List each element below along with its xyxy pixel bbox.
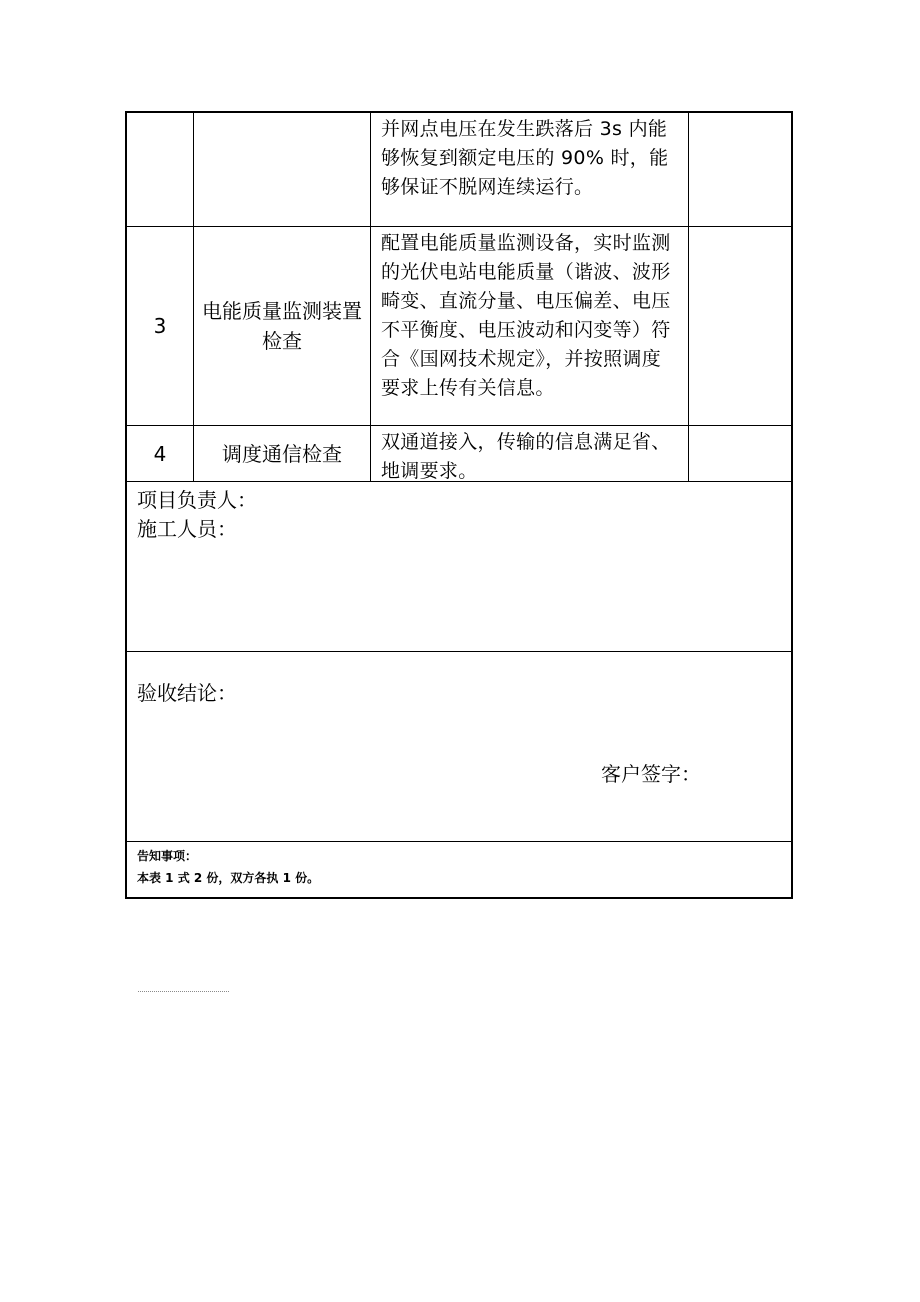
project-lead-label: 项目负责人： <box>137 488 257 512</box>
table-row-3-number: 4 <box>127 426 194 482</box>
personnel-section <box>127 482 791 652</box>
conclusion-section <box>127 652 791 842</box>
table-row-3-result <box>689 426 793 482</box>
table-row-2-requirement: 配置电能质量监测设备，实时监测的光伏电站电能质量（谐波、波形畸变、直流分量、电压偏差、电压不平衡度、电压波动和闪变等）符合《国网技术规定》，并按照调度要求上传有关信息。 <box>371 227 689 426</box>
table-row-2-item-text: 电能质量监测装置检查 <box>202 299 362 353</box>
acceptance-table <box>125 111 793 899</box>
table-row-1-result <box>689 113 793 227</box>
conclusion-label: 验收结论： <box>137 681 237 705</box>
table-row-1-requirement: 并网点电压在发生跌落后 3s 内能够恢复到额定电压的 90% 时，能够保证不脱网连续运行。 <box>371 113 689 227</box>
table-row-1-number <box>127 113 194 227</box>
table-row-2-item <box>194 227 371 426</box>
dotted-divider <box>138 991 229 992</box>
table-row-2-number: 3 <box>127 227 194 426</box>
notice-section <box>127 842 791 897</box>
table-row-3-requirement: 双通道接入，传输的信息满足省、地调要求。 <box>371 426 689 482</box>
notice-text: 本表 1 式 2 份，双方各执 1 份。 <box>137 871 320 885</box>
table-row-1-item <box>194 113 371 227</box>
customer-signature-label: 客户签字： <box>601 762 701 786</box>
construction-staff-label: 施工人员： <box>137 517 237 541</box>
table-row-3-item: 调度通信检查 <box>194 426 371 482</box>
table-row-2-result <box>689 227 793 426</box>
notice-title: 告知事项： <box>137 849 198 863</box>
